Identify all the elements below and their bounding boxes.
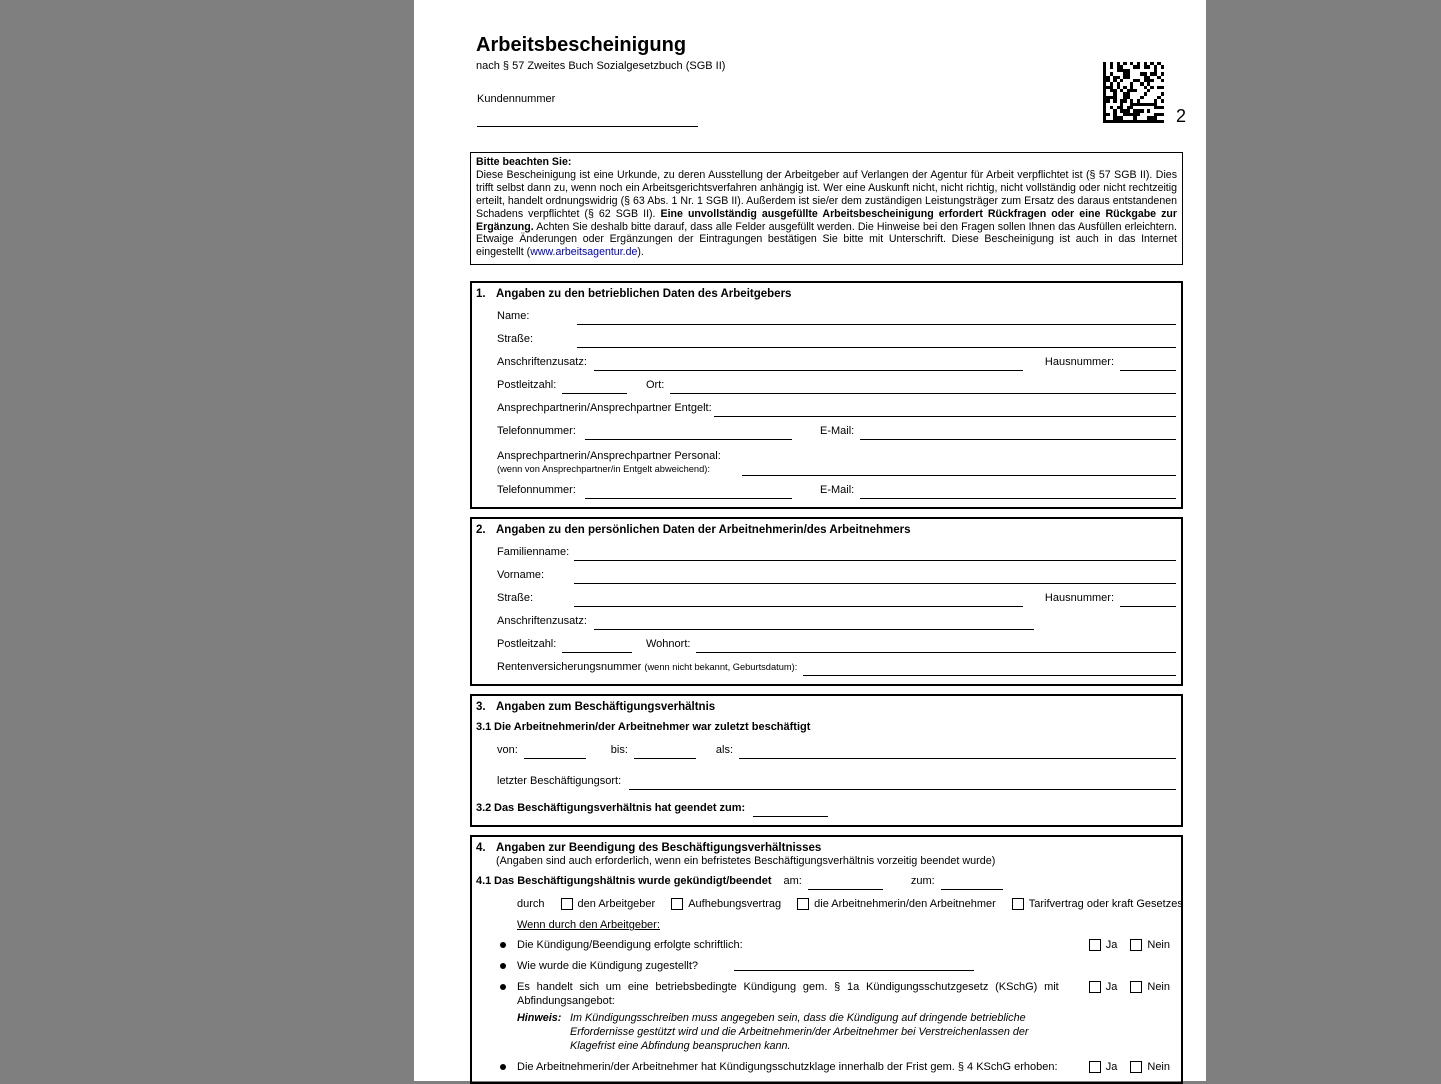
notice-heading: Bitte beachten Sie: bbox=[476, 156, 572, 168]
q32-label: Das Beschäftigungsverhältnis hat geendet zum: bbox=[494, 802, 746, 815]
house-number-label: Hausnummer: bbox=[1044, 356, 1114, 369]
employer-contact-hr-row bbox=[497, 440, 1176, 476]
terminated-to-input[interactable] bbox=[941, 875, 1003, 890]
ja-label: Ja bbox=[1105, 1061, 1118, 1074]
operational-termination-row bbox=[500, 980, 1170, 1008]
durch-arbeitnehmer-label: die Arbeitnehmerin/den Arbeitnehmer bbox=[814, 898, 996, 911]
if-by-employer-heading: Wenn durch den Arbeitgeber: bbox=[517, 919, 660, 932]
durch-arbeitgeber-checkbox[interactable] bbox=[561, 898, 573, 910]
page-subtitle: nach § 57 Zweites Buch Sozialgesetzbuch (SGB II) bbox=[476, 60, 726, 72]
hinweis-text: Im Kündigungsschreiben muss angegeben sein, dass die Kündigung auf dringende betriebliche Erfordernisse gestützt wird und die Arbeitnehmerin/der Arbeitnehmer bei Verstreichenlassen der Klagefrist eine Abfindung beanspruchen kann. bbox=[570, 1012, 1029, 1053]
employer-postal-code-input[interactable] bbox=[562, 379, 627, 394]
employment-period-row bbox=[497, 736, 1176, 759]
employee-postal-row bbox=[497, 630, 1176, 653]
employee-pension-row bbox=[497, 653, 1176, 676]
operational-termination-label: Es handelt sich um eine betriebsbedingte Kündigung gem. § 1a Kündigungsschutzgesetz (KSchG) mit Abfindungsangebot: bbox=[517, 981, 1059, 1008]
aufhebungsvertrag-checkbox[interactable] bbox=[671, 898, 683, 910]
bullet-icon bbox=[500, 1064, 506, 1070]
klage-nein-checkbox[interactable] bbox=[1130, 1061, 1142, 1073]
section-4-number: 4. bbox=[476, 842, 486, 855]
contact-hr-label: Ansprechpartnerin/Ansprechpartner Personal: bbox=[497, 450, 721, 463]
section-4-title: Angaben zur Beendigung des Beschäftigungsverhältnisses bbox=[496, 842, 822, 855]
datamatrix-code-icon bbox=[1103, 62, 1164, 123]
hinweis-label: Hinweis: bbox=[517, 1012, 562, 1025]
durch-arbeitgeber-label: den Arbeitgeber bbox=[577, 898, 656, 911]
section-1-employer-data bbox=[470, 281, 1183, 509]
page-number: 2 bbox=[1175, 106, 1186, 126]
page-title: Arbeitsbescheinigung bbox=[476, 34, 687, 56]
employee-house-number-input[interactable] bbox=[1120, 592, 1176, 607]
email2-label: E-Mail: bbox=[820, 484, 855, 497]
section-3-employment bbox=[470, 694, 1183, 827]
employment-as-input[interactable] bbox=[739, 744, 1176, 759]
delivery-method-input[interactable] bbox=[734, 959, 974, 971]
ja-label: Ja bbox=[1105, 981, 1118, 994]
bis-label: bis: bbox=[610, 744, 628, 757]
employer-phone2-input[interactable] bbox=[585, 484, 792, 499]
employer-city-input[interactable] bbox=[670, 379, 1176, 394]
als-label: als: bbox=[715, 744, 734, 757]
employee-last-name-input[interactable] bbox=[574, 546, 1176, 561]
protection-claim-label: Die Arbeitnehmerin/der Arbeitnehmer hat Kündigungsschutzklage innerhalb der Frist gem. § 4 KSchG erhoben: bbox=[517, 1061, 1058, 1074]
protection-claim-row bbox=[500, 1060, 1170, 1074]
phone-label: Telefonnummer: bbox=[497, 425, 576, 438]
q32-number: 3.2 bbox=[476, 802, 492, 815]
customer-number-input[interactable] bbox=[477, 105, 698, 127]
employer-phone-input[interactable] bbox=[585, 425, 792, 440]
notice-text-3: ). bbox=[637, 246, 644, 259]
hinweis-block bbox=[517, 1011, 1176, 1053]
q31-number: 3.1 bbox=[476, 721, 492, 734]
section-1-title: Angaben zu den betrieblichen Daten des Arbeitgebers bbox=[496, 288, 792, 301]
wohnort-label: Wohnort: bbox=[646, 638, 691, 651]
contact-hr-note: (wenn von Ansprechpartner/in Entgelt abweichend): bbox=[497, 464, 710, 475]
employer-email2-input[interactable] bbox=[860, 484, 1176, 499]
customer-number-label: Kundennummer bbox=[477, 93, 556, 105]
employer-name-input[interactable] bbox=[577, 310, 1176, 325]
employment-from-input[interactable] bbox=[524, 744, 586, 759]
pension-number-label: Rentenversicherungsnummer bbox=[497, 661, 642, 674]
employer-name-row bbox=[497, 302, 1176, 325]
section-3-title: Angaben zum Beschäftigungsverhältnis bbox=[496, 701, 716, 714]
employer-contact-hr-input[interactable] bbox=[742, 461, 1176, 476]
schriftlich-ja-checkbox[interactable] bbox=[1089, 939, 1101, 951]
last-workplace-row bbox=[497, 767, 1176, 790]
last-workplace-label: letzter Beschäftigungsort: bbox=[497, 775, 622, 788]
q31-row bbox=[476, 721, 1176, 736]
name-label: Name: bbox=[497, 310, 530, 323]
schriftlich-nein-checkbox[interactable] bbox=[1130, 939, 1142, 951]
street-label: Straße: bbox=[497, 592, 534, 605]
document-page bbox=[414, 0, 1206, 1081]
klage-ja-checkbox[interactable] bbox=[1089, 1061, 1101, 1073]
bullet-icon bbox=[500, 963, 506, 969]
durch-label: durch bbox=[517, 898, 545, 911]
betriebsbedingt-ja-checkbox[interactable] bbox=[1089, 981, 1101, 993]
tarifvertrag-checkbox[interactable] bbox=[1012, 898, 1024, 910]
zum-label: zum: bbox=[910, 875, 935, 888]
nein-label: Nein bbox=[1147, 1061, 1170, 1074]
bullet-icon bbox=[500, 942, 506, 948]
terminated-on-input[interactable] bbox=[808, 875, 883, 890]
section-2-title: Angaben zu den persönlichen Daten der Arbeitnehmerin/des Arbeitnehmers bbox=[496, 524, 911, 537]
q41-label: Das Beschäftigungshältnis wurde gekündigt/beendet bbox=[494, 875, 772, 888]
employer-email-input[interactable] bbox=[860, 425, 1176, 440]
ja-label: Ja bbox=[1105, 939, 1118, 952]
employer-phone-row bbox=[497, 417, 1176, 440]
bullet-icon bbox=[500, 984, 506, 990]
employer-street-row bbox=[497, 325, 1176, 348]
nein-label: Nein bbox=[1147, 939, 1170, 952]
notice-text-1: Diese Bescheinigung ist eine Urkunde, zu deren Ausstellung der Arbeitgeber auf Verlangen der Agentur für Arbeit verpflichtet ist (§ 57 SGB II). Dies trifft selbst dann zu, wenn noch ein Arbeitsgerichtsverfahren anhängig ist. Wer eine Auskunft nicht, nicht richtig, nicht vollständig oder nicht rechtzeitig erteilt, handelt ordnungswidrig (§ 63 Abs. 1 Nr. 1 SGB II). Außerdem ist sie/er dem zuständigen Leistungsträger zum Ersatz des daraus entstandenen Schadens verpflichtet (§ 62 SGB II). bbox=[476, 168, 1177, 220]
notice-text-bold: Eine unvollständig ausgefüllte Arbeitsbescheinigung erfordert Rückfragen oder eine Rückgabe zur Ergänzung. bbox=[476, 207, 1178, 233]
section-3-number: 3. bbox=[476, 701, 486, 714]
employer-address-suffix-row bbox=[497, 348, 1176, 371]
q41-number: 4.1 bbox=[476, 875, 492, 888]
notice-body bbox=[476, 169, 1177, 259]
employment-to-input[interactable] bbox=[634, 744, 696, 759]
contact-pay-label: Ansprechpartnerin/Ansprechpartner Entgelt: bbox=[497, 402, 712, 415]
written-termination-row bbox=[500, 938, 1170, 952]
arbeitsagentur-link[interactable]: www.arbeitsagentur.de bbox=[530, 246, 638, 259]
employer-address-suffix-input[interactable] bbox=[594, 356, 1023, 371]
employer-house-number-input[interactable] bbox=[1120, 356, 1176, 371]
employer-contact-pay-row bbox=[497, 394, 1176, 417]
betriebsbedingt-nein-checkbox[interactable] bbox=[1130, 981, 1142, 993]
address-suffix-label: Anschriftenzusatz: bbox=[497, 615, 587, 628]
postal-code-label: Postleitzahl: bbox=[497, 638, 557, 651]
employee-street-input[interactable] bbox=[574, 592, 1023, 607]
phone2-label: Telefonnummer: bbox=[497, 484, 576, 497]
notice-box bbox=[470, 152, 1183, 265]
delivery-method-row bbox=[500, 959, 1170, 973]
street-label: Straße: bbox=[497, 333, 534, 346]
q32-row bbox=[476, 802, 1176, 817]
von-label: von: bbox=[497, 744, 518, 757]
employee-pension-number-input[interactable] bbox=[803, 661, 1176, 676]
written-termination-label: Die Kündigung/Beendigung erfolgte schriftlich: bbox=[517, 939, 743, 952]
employer-postal-row bbox=[497, 371, 1176, 394]
terminated-by-row bbox=[517, 898, 1183, 911]
aufhebungsvertrag-label: Aufhebungsvertrag bbox=[688, 898, 782, 911]
notice-text-2: Achten Sie deshalb bitte darauf, dass alle Felder ausgefüllt werden. Die Hinweise bei den Fragen sollen Ihnen das Ausfüllen erleichtern. Etwaige Änderungen oder Ergänzungen der Eintragungen bestätigen Sie bitte mit Unterschrift. Diese Bescheinigung ist auch in das Internet eingestellt ( bbox=[476, 220, 1177, 259]
employee-postal-code-input[interactable] bbox=[562, 638, 632, 653]
delivery-method-label: Wie wurde die Kündigung zugestellt? bbox=[517, 960, 699, 973]
employee-city-input[interactable] bbox=[696, 638, 1176, 653]
employer-phone2-row bbox=[497, 476, 1176, 499]
employee-first-name-input[interactable] bbox=[574, 569, 1176, 584]
section-4-subtitle: (Angaben sind auch erforderlich, wenn ein befristetes Beschäftigungsverhältnis vorzeitig beendet wurde) bbox=[496, 855, 996, 868]
section-1-number: 1. bbox=[476, 288, 486, 301]
durch-arbeitnehmer-checkbox[interactable] bbox=[797, 898, 809, 910]
section-2-number: 2. bbox=[476, 524, 486, 537]
lastname-label: Familienname: bbox=[497, 546, 570, 559]
am-label: am: bbox=[783, 875, 802, 888]
last-workplace-input[interactable] bbox=[629, 775, 1176, 790]
section-2-employee-data bbox=[470, 517, 1183, 686]
email-label: E-Mail: bbox=[820, 425, 855, 438]
postal-code-label: Postleitzahl: bbox=[497, 379, 557, 392]
address-suffix-label: Anschriftenzusatz: bbox=[497, 356, 587, 369]
section-4-termination bbox=[470, 835, 1183, 1084]
pension-number-note: (wenn nicht bekannt, Geburtsdatum): bbox=[644, 662, 798, 673]
nein-label: Nein bbox=[1147, 981, 1170, 994]
city-label: Ort: bbox=[646, 379, 665, 392]
firstname-label: Vorname: bbox=[497, 569, 545, 582]
employer-street-input[interactable] bbox=[577, 333, 1176, 348]
q41-row bbox=[476, 875, 1176, 890]
employee-street-row bbox=[497, 584, 1176, 607]
house-number-label: Hausnummer: bbox=[1044, 592, 1114, 605]
q31-label: Die Arbeitnehmerin/der Arbeitnehmer war zuletzt beschäftigt bbox=[494, 721, 811, 734]
employer-contact-pay-input[interactable] bbox=[714, 402, 1176, 417]
employee-address-suffix-input[interactable] bbox=[594, 615, 1034, 630]
employment-ended-date-input[interactable] bbox=[753, 802, 828, 817]
employee-address-suffix-row bbox=[497, 607, 1176, 630]
employee-lastname-row bbox=[497, 538, 1176, 561]
employee-firstname-row bbox=[497, 561, 1176, 584]
tarifvertrag-label: Tarifvertrag oder kraft Gesetzes bbox=[1028, 898, 1183, 911]
